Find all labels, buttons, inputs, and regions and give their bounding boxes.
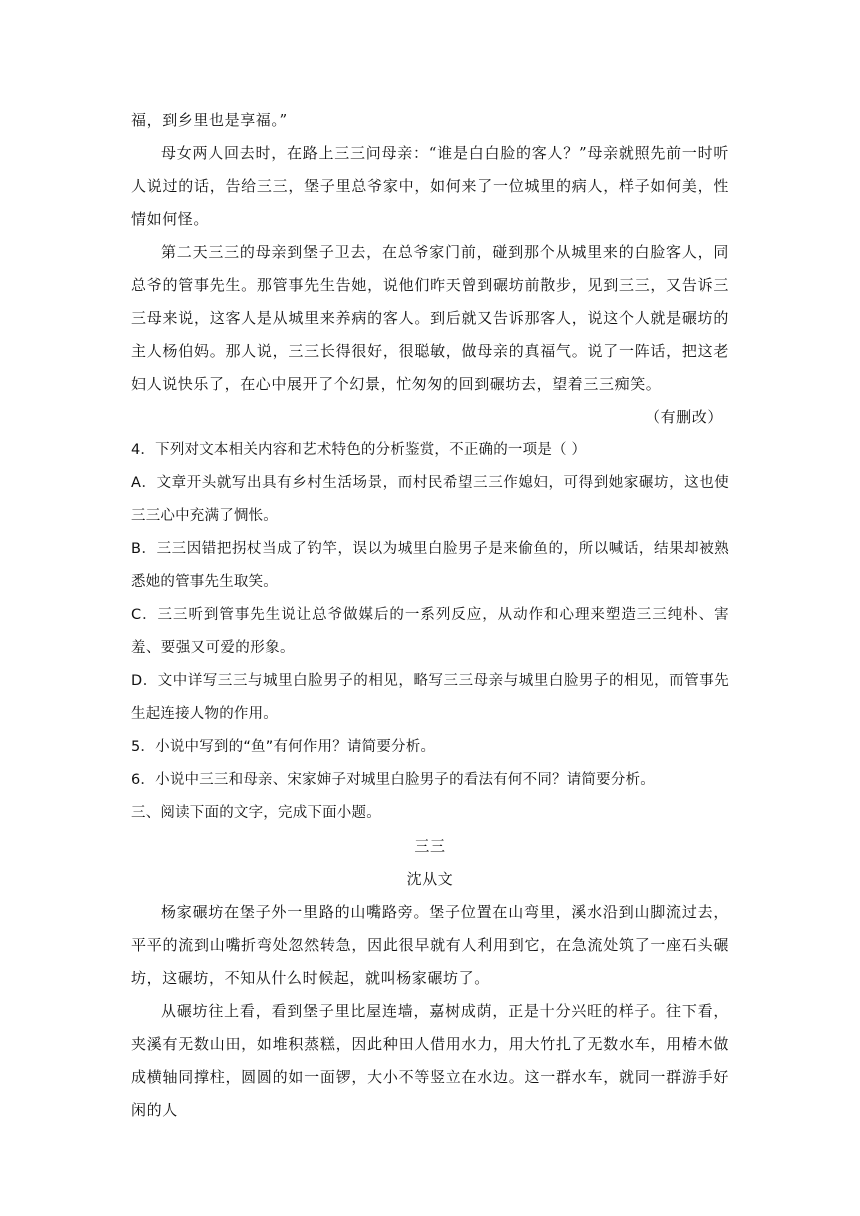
source-note: （有删改） — [644, 408, 723, 426]
section-3-heading: 三、阅读下面的文字，完成下面小题。 — [131, 805, 381, 821]
story-paragraph: 杨家碾坊在堡子外一里路的山嘴路旁。堡子位置在山弯里，溪水沿到山脚流过去，平平的流到山嘴折弯处忽然转急，因此很早就有人利用到它，在急流处筑了一座石头碾坊，这碾坊，不知从什么时候起，就叫杨家碾坊了。 — [131, 903, 729, 987]
story-title: 三三 — [414, 837, 446, 855]
story-author: 沈从文 — [406, 870, 454, 888]
question-6: 6．小说中三三和母亲、宋家婶子对城里白脸男子的看法有何不同？请简要分析。 — [131, 772, 655, 788]
question-4-option-b: B．三三因错把拐杖当成了钓竿，误以为城里白脸男子是来偷鱼的，所以喊话，结果却被熟悉她的管事先生取笑。 — [131, 541, 729, 590]
question-4-option-c: C．三三听到管事先生说让总爷做媒后的一系列反应，从动作和心理来塑造三三纯朴、害羞、要强又可爱的形象。 — [131, 607, 729, 656]
question-4-option-d: D．文中详写三三与城里白脸男子的相见，略写三三母亲与城里白脸男子的相见，而管事先生起连接人物的作用。 — [131, 673, 729, 722]
story-paragraph: 母女两人回去时，在路上三三问母亲：“谁是白白脸的客人？”母亲就照先前一时听人说过的话，告给三三，堡子里总爷家中，如何来了一位城里的病人，样子如何美，性情如何怪。 — [131, 144, 729, 228]
question-4-stem: 4．下列对文本相关内容和艺术特色的分析鉴赏，不正确的一项是（ ） — [131, 442, 587, 458]
question-5: 5．小说中写到的“鱼”有何作用？请简要分析。 — [131, 739, 436, 755]
page-content — [131, 104, 729, 1127]
story-paragraph: 第二天三三的母亲到堡子卫去，在总爷家门前，碰到那个从城里来的白脸客人，同总爷的管事先生。那管事先生告她，说他们昨天曾到碾坊前散步，见到三三，又告诉三三母来说，这客人是从城里来养病的客人。到后就又告诉那客人，说这个人就是碾坊的主人杨伯妈。那人说，三三长得很好，很聪敏，做母亲的真福气。说了一阵话，把这老妇人说快乐了，在心中展开了个幻景，忙匆匆的回到碾坊去，望着三三痴笑。 — [131, 243, 729, 393]
story-paragraph: 从碾坊往上看，看到堡子里比屋连墙，嘉树成荫，正是十分兴旺的样子。往下看，夹溪有无数山田，如堆积蒸糕，因此种田人借用水力，用大竹扎了无数水车，用椿木做成横轴同撑柱，圆圆的如一面锣，大小不等竖立在水边。这一群水车，就同一群游手好闲的人 — [131, 1002, 729, 1119]
question-4-option-a: A．文章开头就写出具有乡村生活场景，而村民希望三三作媳妇，可得到她家碾坊，这也使三三心中充满了惆怅。 — [131, 475, 729, 524]
story-paragraph-continued: 福，到乡里也是享福。” — [131, 111, 288, 129]
